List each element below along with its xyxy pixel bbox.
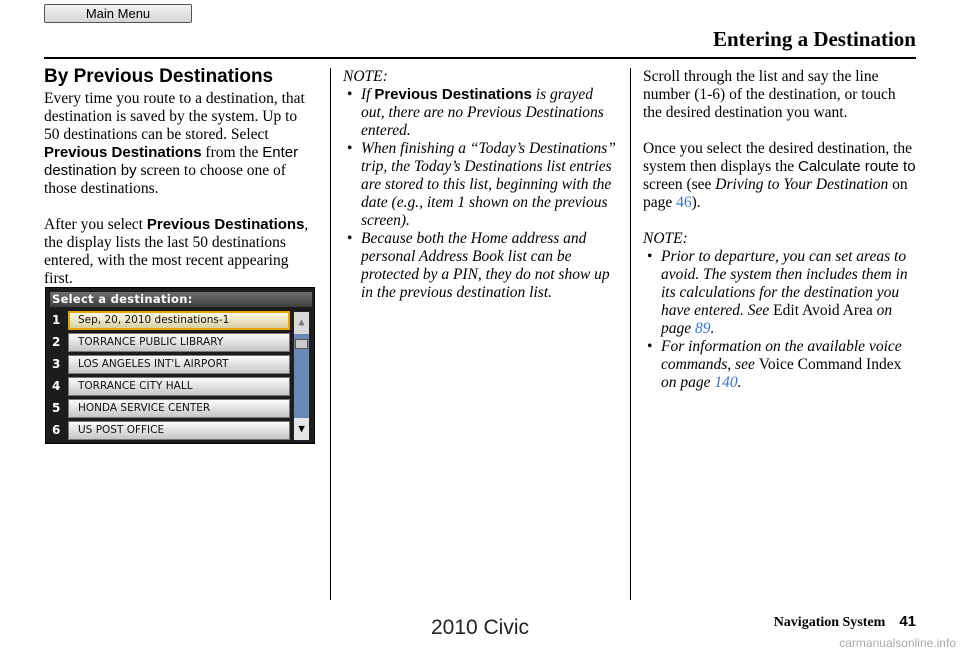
destination-button[interactable]: US POST OFFICE bbox=[68, 421, 290, 440]
page-link[interactable]: 89 bbox=[695, 320, 711, 337]
list-item[interactable] bbox=[52, 355, 292, 374]
list-item[interactable] bbox=[52, 333, 292, 352]
scroll-instructions: Scroll through the list and say the line number (1-6) of the destination, or touch the desired destination you want. bbox=[643, 68, 896, 121]
list-item[interactable] bbox=[52, 377, 292, 396]
destination-button[interactable]: LOS ANGELES INT'L AIRPORT bbox=[68, 355, 290, 374]
column-left bbox=[44, 68, 314, 306]
list-item: • Prior to departure, you can set areas to avoid. The system then includes them in its calculations for the destination you have entered. See Edit Avoid Area on page 89. bbox=[643, 248, 918, 338]
page-number: 41 bbox=[899, 613, 916, 630]
section-title: By Previous Destinations bbox=[44, 66, 274, 87]
note-label: NOTE: bbox=[343, 68, 388, 85]
list-item[interactable] bbox=[52, 311, 292, 330]
list-item-number: 3 bbox=[52, 357, 61, 371]
scroll-thumb[interactable] bbox=[295, 339, 308, 349]
page-link[interactable]: 46 bbox=[676, 194, 692, 211]
list-item-number: 5 bbox=[52, 401, 61, 415]
main-menu-button[interactable]: Main Menu bbox=[44, 4, 192, 23]
page-title: Entering a Destination bbox=[712, 27, 916, 51]
scroll-down-icon[interactable]: ▼ bbox=[294, 418, 309, 440]
column-divider-2 bbox=[630, 68, 631, 600]
list-item-number: 4 bbox=[52, 379, 61, 393]
column-divider-1 bbox=[330, 68, 331, 600]
list-item: • If Previous Destinations is grayed out, there are no Previous Destinations entered. bbox=[343, 86, 618, 140]
list-item-number: 6 bbox=[52, 423, 61, 437]
destination-screen bbox=[45, 287, 315, 444]
list-item-number: 1 bbox=[52, 313, 61, 327]
destination-button[interactable]: HONDA SERVICE CENTER bbox=[68, 399, 290, 418]
note-list bbox=[643, 248, 918, 392]
footer-label: Navigation System bbox=[773, 615, 886, 630]
list-paragraph: After you select Previous Destinations, the display lists the last 50 destinations entered, with the most recent appearing first. bbox=[44, 216, 309, 287]
list-item: • For information on the available voice commands, see Voice Command Index on page 140. bbox=[643, 338, 918, 392]
scroll-up-icon[interactable]: ▲ bbox=[294, 312, 309, 334]
list-item[interactable] bbox=[52, 399, 292, 418]
list-item-number: 2 bbox=[52, 335, 61, 349]
destination-button[interactable]: TORRANCE PUBLIC LIBRARY bbox=[68, 333, 290, 352]
list-item[interactable] bbox=[52, 421, 292, 440]
destination-button[interactable]: Sep, 20, 2010 destinations-1 bbox=[68, 311, 290, 330]
list-item: • When finishing a “Today’s Destinations” trip, the Today’s Destinations list entries are stored to this list, beginning with the date (e.g., item 1 shown on the previous screen). bbox=[343, 140, 618, 230]
note-label: NOTE: bbox=[643, 230, 688, 247]
watermark: carmanualsonline.info bbox=[839, 636, 956, 650]
screen-title: Select a destination: bbox=[50, 292, 312, 307]
column-middle bbox=[343, 68, 618, 302]
intro-paragraph: Every time you route to a destination, that destination is saved by the system. Up to 50 destinations can be stored. Select Previous Destinations from the Enter destination by screen to choose one of those destinations. bbox=[44, 90, 305, 197]
scrollbar[interactable] bbox=[293, 311, 310, 441]
note-list bbox=[343, 86, 618, 302]
select-instructions: Once you select the desired destination, the system then displays the Calculate route to screen (see Driving to Your Destination on page 46). bbox=[643, 140, 916, 211]
page-link[interactable]: 140 bbox=[714, 374, 738, 391]
destination-button[interactable]: TORRANCE CITY HALL bbox=[68, 377, 290, 396]
column-right bbox=[643, 68, 918, 392]
header-divider bbox=[44, 57, 916, 59]
list-item: • Because both the Home address and personal Address Book list can be protected by a PIN, they do not show up in the previous destination list. bbox=[343, 230, 618, 302]
footer-model: 2010 Civic bbox=[430, 616, 530, 639]
